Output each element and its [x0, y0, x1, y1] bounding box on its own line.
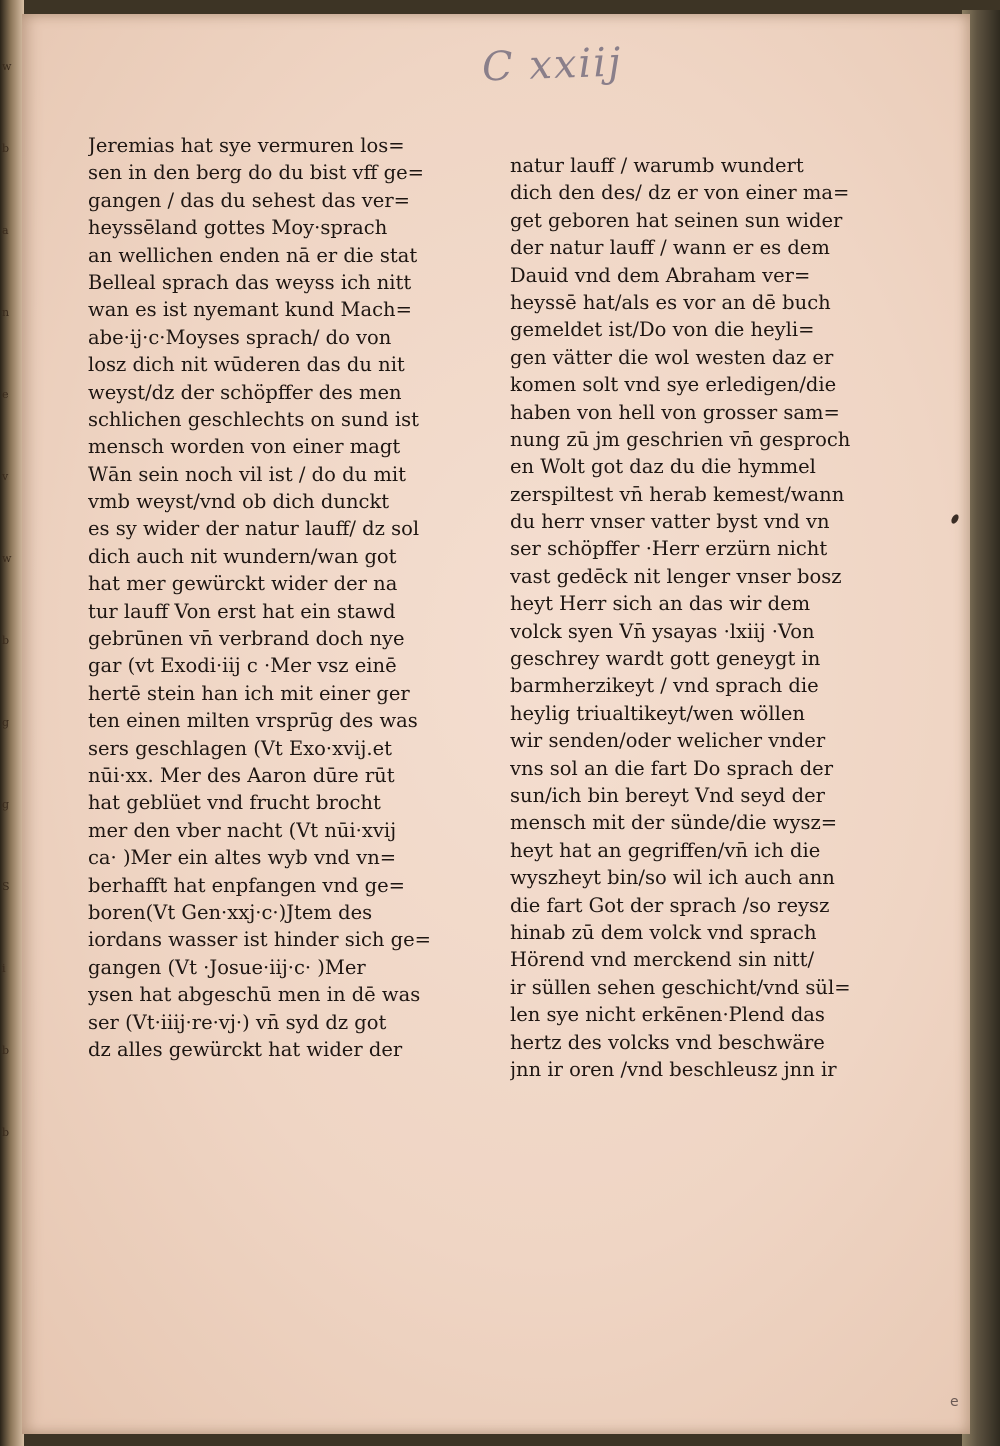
text-line: hinab zū dem volck vnd sprach: [510, 920, 817, 944]
text-line: Dauid vnd dem Abraham ver=: [510, 263, 811, 287]
bleed-fragment: g: [2, 798, 9, 811]
text-line: gangen / das du sehest das ver=: [88, 188, 410, 212]
right-text-column: [510, 152, 910, 1083]
text-line: hat geblüet vnd frucht brocht: [88, 791, 381, 815]
text-line: Wān sein noch vil ist / do du mit: [88, 462, 406, 486]
text-line: an wellichen enden nā er die stat: [88, 243, 418, 267]
text-line: vns sol an die fart Do sprach der: [510, 756, 834, 780]
text-line: wir senden/oder welicher vnder: [510, 729, 826, 753]
folio-number: C xxiij: [481, 39, 624, 91]
text-line: berhafft hat enpfangen vnd ge=: [88, 873, 406, 897]
text-line: barmherzikeyt / vnd sprach die: [510, 674, 819, 698]
text-line: sen in den berg do du bist vff ge=: [88, 161, 424, 185]
text-line: jnn ir oren /vnd beschleusz jnn ir: [510, 1057, 837, 1081]
text-line: Belleal sprach das weyss ich nitt: [88, 270, 412, 294]
text-line: heyssē hat/als es vor an dē buch: [510, 290, 831, 314]
text-line: en Wolt got daz du die hymmel: [510, 455, 816, 479]
text-line: wyszheyt bin/so wil ich auch ann: [510, 866, 835, 890]
text-line: dich auch nit wundern/wan got: [88, 544, 397, 568]
text-line: gar (vt Exodi·iij c ·Mer vsz einē: [88, 654, 397, 678]
text-line: nūi·xx. Mer des Aaron dūre rūt: [88, 763, 395, 787]
bleed-fragment: w: [2, 552, 11, 565]
text-line: komen solt vnd sye erledigen/die: [510, 373, 837, 397]
text-line: heyssēland gottes Moy·sprach: [88, 216, 388, 240]
corner-mark: e: [950, 1394, 959, 1410]
text-line: hertz des volcks vnd beschwäre: [510, 1030, 825, 1054]
text-line: heyt hat an gegriffen/vn̄ ich die: [510, 838, 821, 862]
text-line: gebrūnen vn̄ verbrand doch nye: [88, 627, 405, 651]
bleed-fragment: w: [2, 60, 11, 73]
manuscript-page: [22, 14, 970, 1434]
text-line: ser schöpffer ·Herr erzürn nicht: [510, 537, 828, 561]
text-line: heyt Herr sich an das wir dem: [510, 592, 811, 616]
text-line: ser (Vt·iiij·re·vj·) vn̄ syd dz got: [88, 1010, 387, 1034]
left-text-column: [88, 132, 488, 1063]
adjacent-page-edge: [0, 0, 24, 1446]
text-line: du herr vnser vatter byst vnd vn: [510, 510, 830, 534]
text-line: dich den des/ dz er von einer ma=: [510, 181, 850, 205]
text-line: die fart Got der sprach /so reysz: [510, 893, 830, 917]
text-line: volck syen Vn̄ ysayas ·lxiij ·Von: [510, 619, 815, 643]
text-line: losz dich nit wūderen das du nit: [88, 353, 405, 377]
bleed-fragment: v: [2, 470, 8, 483]
text-line: gen vätter die wol westen daz er: [510, 345, 834, 369]
text-line: hertē stein han ich mit einer ger: [88, 681, 410, 705]
text-line: ten einen milten vrsprūg des was: [88, 709, 418, 733]
text-line: tur lauff Von erst hat ein stawd: [88, 599, 396, 623]
text-line: gemeldet ist/Do von die heyli=: [510, 318, 815, 342]
text-line: Jeremias hat sye vermuren los=: [88, 134, 405, 157]
text-line: ir süllen sehen geschicht/vnd sül=: [510, 975, 851, 999]
text-line: vmb weyst/vnd ob dich dunckt: [88, 490, 390, 514]
bleed-fragment: n: [2, 306, 9, 319]
bleed-fragment: S: [2, 880, 9, 893]
bleed-fragment: b: [2, 1044, 9, 1057]
text-line: schlichen geschlechts on sund ist: [88, 407, 419, 431]
bleed-fragment: b: [2, 1126, 9, 1139]
text-line: geschrey wardt gott geneygt in: [510, 647, 821, 671]
text-line: wan es ist nyemant kund Mach=: [88, 298, 412, 322]
bleed-fragment: b: [2, 142, 9, 155]
text-line: zerspiltest vn̄ herab kemest/wann: [510, 482, 845, 506]
text-line: len sye nicht erkēnen·Plend das: [510, 1003, 825, 1027]
text-line: mensch mit der sünde/die wysz=: [510, 811, 838, 835]
text-line: haben von hell von grosser sam=: [510, 400, 840, 424]
text-line: gangen (Vt ·Josue·iij·c· )Mer: [88, 955, 366, 979]
text-line: sun/ich bin bereyt Vnd seyd der: [510, 783, 825, 807]
ink-blot: [950, 513, 960, 525]
text-line: ysen hat abgeschū men in dē was: [88, 983, 421, 1007]
text-line: heylig triualtikeyt/wen wöllen: [510, 701, 805, 725]
text-line: nung zū jm geschrien vn̄ gesproch: [510, 427, 851, 451]
bleed-fragment: e: [2, 388, 8, 401]
bleed-fragment: g: [2, 716, 9, 729]
text-line: der natur lauff / wann er es dem: [510, 236, 830, 260]
text-line: iordans wasser ist hinder sich ge=: [88, 928, 432, 952]
bleed-fragment: b: [2, 634, 9, 647]
text-line: natur lauff / warumb wundert: [510, 154, 804, 177]
text-line: dz alles gewürckt hat wider der: [88, 1037, 403, 1061]
text-line: hat mer gewürckt wider der na: [88, 572, 398, 596]
text-line: boren(Vt Gen·xxj·c·)Jtem des: [88, 900, 373, 924]
text-line: weyst/dz der schöpffer des men: [88, 380, 402, 404]
bleed-fragment: a: [2, 224, 8, 237]
text-line: mer den vber nacht (Vt nūi·xvij: [88, 818, 397, 842]
text-line: Hörend vnd merckend sin nitt/: [510, 948, 815, 972]
bleed-fragment: i: [2, 962, 5, 975]
text-line: vast gedēck nit lenger vnser bosz: [510, 564, 842, 588]
text-line: es sy wider der natur lauff/ dz sol: [88, 517, 420, 541]
text-line: get geboren hat seinen sun wider: [510, 208, 843, 232]
text-line: sers geschlagen (Vt Exo·xvij.et: [88, 736, 392, 760]
text-line: abe·ij·c·Moyses sprach/ do von: [88, 325, 392, 349]
text-line: ca· )Mer ein altes wyb vnd vn=: [88, 846, 397, 870]
text-line: mensch worden von einer magt: [88, 435, 401, 459]
